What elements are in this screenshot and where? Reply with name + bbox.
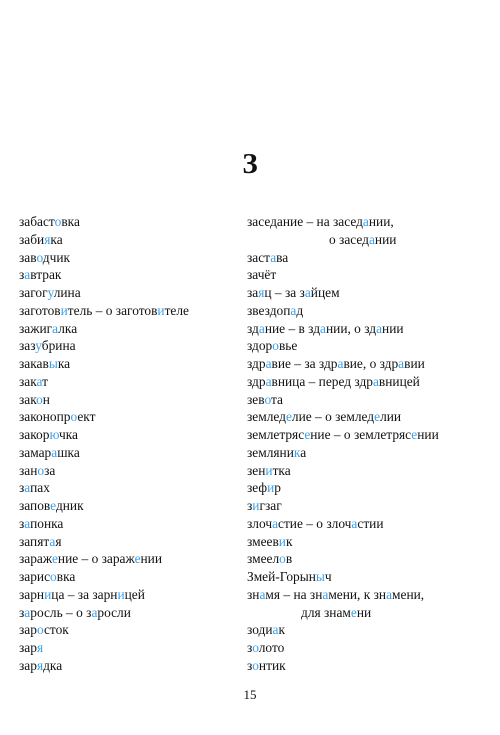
stressed-letter: а — [24, 515, 31, 531]
word-entry — [247, 639, 439, 657]
word-segment: вие – за здр — [271, 356, 338, 371]
stressed-letter: а — [398, 356, 405, 371]
word-segment: здор — [247, 338, 273, 354]
word-entry — [19, 657, 189, 675]
word-entry — [247, 621, 439, 639]
word-segment: здр — [247, 356, 266, 371]
word-segment: заз — [19, 338, 36, 354]
word-segment: зараж — [19, 551, 52, 567]
word-entry — [19, 604, 189, 622]
stressed-letter: к — [293, 444, 301, 460]
word-segment: зажиг — [19, 320, 53, 336]
word-segment: ка — [50, 231, 63, 247]
word-entry — [19, 266, 189, 284]
stressed-letter: а — [36, 373, 43, 389]
word-segment: ка — [57, 356, 71, 371]
word-segment: я — [55, 533, 62, 549]
word-entry — [19, 621, 189, 639]
word-entry — [247, 426, 439, 444]
word-segment: зев — [247, 391, 265, 407]
word-segment: дчик — [42, 249, 71, 265]
word-segment: сток — [43, 622, 69, 638]
word-segment: росли — [97, 604, 131, 620]
word-segment: звездоп — [247, 302, 291, 318]
word-segment: заст — [247, 249, 271, 265]
word-segment: здр — [247, 373, 266, 389]
stressed-letter: а — [351, 515, 358, 531]
stressed-letter: у — [47, 285, 54, 300]
word-entry — [247, 391, 439, 409]
word-segment: з — [19, 480, 25, 496]
stressed-letter: я — [36, 657, 44, 673]
word-segment: закав — [19, 356, 49, 371]
stressed-letter: о — [54, 214, 62, 229]
word-segment: дник — [55, 498, 84, 513]
word-segment: з — [19, 267, 25, 283]
word-segment: з — [247, 640, 253, 655]
stressed-letter: а — [24, 267, 31, 283]
word-segment: вка — [56, 569, 76, 584]
word-segment: понка — [30, 515, 64, 531]
section-letter-heading: З — [242, 148, 258, 180]
word-segment: втрак — [30, 267, 62, 283]
stressed-letter: о — [264, 391, 271, 407]
stressed-letter: а — [272, 515, 279, 531]
word-segment: брина — [41, 338, 76, 354]
stressed-letter: о — [279, 551, 286, 567]
stressed-letter: а — [52, 320, 59, 336]
word-entry — [19, 462, 189, 480]
word-list-right — [247, 213, 439, 675]
word-segment: зав — [19, 249, 37, 265]
word-entry — [19, 391, 189, 409]
word-segment: загог — [19, 285, 48, 300]
word-segment: нии, — [368, 214, 394, 229]
word-entry — [19, 284, 189, 302]
stressed-letter: е — [304, 427, 311, 442]
word-segment: закор — [19, 427, 50, 442]
word-segment: зар — [19, 622, 37, 638]
word-entry — [247, 533, 439, 551]
word-entry — [19, 550, 189, 568]
word-segment: вии — [404, 356, 425, 371]
word-segment: заготов — [19, 302, 61, 318]
word-segment: нии — [382, 320, 404, 336]
stressed-letter: е — [51, 551, 58, 567]
stressed-letter: а — [304, 285, 311, 300]
word-segment: лии — [380, 409, 402, 425]
stressed-letter: и — [267, 480, 275, 496]
word-entry — [19, 337, 189, 355]
word-segment: т — [42, 373, 49, 389]
word-entry — [247, 320, 439, 338]
stressed-letter: о — [37, 462, 45, 478]
word-segment: росль – о з — [30, 604, 92, 620]
word-segment: ние – о землетряс — [310, 427, 412, 442]
word-segment: запят — [19, 533, 50, 549]
word-entry — [247, 444, 439, 462]
word-segment: о засед — [329, 231, 369, 247]
word-entry — [247, 249, 439, 267]
word-segment: вницей — [378, 373, 420, 389]
stressed-letter: а — [24, 480, 31, 496]
word-segment: мени, — [392, 586, 425, 602]
word-entry — [247, 302, 439, 320]
word-segment: нии, о зд — [325, 320, 377, 336]
word-segment: ч — [324, 569, 332, 584]
stressed-letter: и — [265, 462, 273, 478]
word-segment: вка — [61, 214, 80, 229]
stressed-letter: е — [50, 498, 56, 513]
stressed-letter: я — [44, 231, 51, 247]
word-segment: ц – за з — [264, 285, 305, 300]
stressed-letter: о — [272, 338, 279, 354]
word-segment: н — [42, 391, 50, 407]
word-entry — [19, 355, 189, 373]
stressed-letter: и — [157, 302, 165, 318]
word-entry — [19, 444, 189, 462]
word-segment: гзаг — [259, 498, 282, 513]
word-entry — [19, 213, 189, 231]
word-entry — [19, 408, 189, 426]
stressed-letter: а — [49, 533, 56, 549]
stressed-letter: и — [252, 498, 260, 513]
stressed-letter: а — [290, 302, 297, 318]
word-segment: забаст — [19, 214, 55, 229]
word-segment: шка — [57, 444, 80, 460]
word-entry — [19, 320, 189, 338]
word-segment: нии — [417, 427, 439, 442]
stressed-letter: а — [337, 356, 344, 371]
word-segment: мени, к зн — [328, 586, 387, 602]
word-entry — [247, 408, 439, 426]
word-segment: змеев — [247, 533, 279, 549]
word-entry — [19, 639, 189, 657]
word-segment: д — [296, 302, 304, 318]
stressed-letter: о — [36, 249, 43, 265]
word-segment: зн — [247, 586, 260, 602]
word-entry — [19, 249, 189, 267]
word-segment: теле — [164, 302, 189, 318]
word-entry — [247, 266, 439, 284]
word-entry — [247, 515, 439, 533]
word-segment: заседание – на засед — [247, 214, 363, 229]
stressed-letter: е — [350, 604, 357, 620]
word-segment: нии — [140, 551, 163, 567]
word-segment: та — [271, 391, 283, 407]
stressed-letter: я — [36, 640, 44, 655]
word-segment: запов — [19, 498, 51, 513]
word-segment: ца – за зарн — [51, 586, 118, 602]
word-entry — [19, 373, 189, 391]
word-segment: мя – на зн — [265, 586, 323, 602]
word-segment: змеел — [247, 551, 280, 567]
word-segment: землед — [247, 409, 286, 425]
word-segment: з — [19, 604, 25, 620]
word-entry — [19, 515, 189, 533]
stressed-letter: а — [272, 622, 279, 638]
word-segment: цей — [124, 586, 145, 602]
word-segment: з — [19, 515, 25, 531]
word-segment: р — [274, 480, 281, 496]
word-list-left — [19, 213, 189, 675]
word-entry — [19, 231, 189, 249]
word-segment: злоч — [247, 515, 273, 531]
stressed-letter: е — [285, 409, 292, 425]
word-segment: пах — [30, 480, 50, 496]
word-segment: вье — [278, 338, 298, 354]
stressed-letter: е — [374, 409, 381, 425]
word-segment: для знам — [301, 604, 351, 620]
stressed-letter: а — [24, 604, 31, 620]
word-segment: законопр — [19, 409, 71, 425]
stressed-letter: и — [44, 586, 52, 602]
word-segment: в — [285, 551, 293, 567]
word-entry — [247, 462, 439, 480]
stressed-letter: а — [320, 320, 326, 336]
stressed-letter: а — [91, 604, 98, 620]
stressed-letter: ы — [315, 569, 325, 584]
word-segment: зоди — [247, 622, 273, 638]
stressed-letter: о — [70, 409, 78, 425]
stressed-letter: ю — [49, 427, 59, 442]
stressed-letter: а — [376, 320, 383, 336]
word-segment: ние – о зараж — [57, 551, 135, 567]
word-segment: лина — [53, 285, 81, 300]
word-segment: нтик — [258, 657, 286, 673]
stressed-letter: я — [258, 285, 265, 300]
word-segment: за — [44, 462, 56, 478]
stressed-letter: а — [386, 586, 393, 602]
word-segment: стие – о злоч — [278, 515, 352, 531]
word-segment: за — [247, 285, 259, 300]
stressed-letter: а — [258, 320, 265, 336]
word-segment: зарис — [19, 569, 51, 584]
stressed-letter: и — [60, 302, 68, 318]
stressed-letter: а — [51, 444, 58, 460]
word-segment: заби — [19, 231, 45, 247]
word-entry — [19, 586, 189, 604]
word-segment: зен — [247, 462, 266, 478]
word-segment: зар — [19, 657, 37, 673]
word-segment: к — [285, 533, 293, 549]
word-segment: з — [247, 657, 253, 673]
stressed-letter: е — [134, 551, 141, 567]
stressed-letter: о — [252, 657, 259, 673]
word-segment: ние – в зд — [264, 320, 321, 336]
word-segment: ект — [77, 409, 96, 425]
word-entry — [247, 373, 439, 391]
word-segment: зак — [19, 373, 37, 389]
stressed-letter: е — [411, 427, 418, 442]
stressed-letter: а — [372, 373, 379, 389]
word-entry — [247, 337, 439, 355]
word-segment: дка — [43, 657, 63, 673]
stressed-letter: а — [265, 356, 272, 371]
word-entry — [247, 604, 439, 622]
stressed-letter: о — [252, 640, 259, 655]
word-segment: ни — [356, 604, 372, 620]
word-segment: вница – перед здр — [271, 373, 373, 389]
word-entry — [247, 479, 439, 497]
word-entry — [19, 426, 189, 444]
stressed-letter: а — [362, 214, 369, 229]
word-entry — [247, 355, 439, 373]
word-entry — [247, 586, 439, 604]
word-entry — [247, 231, 439, 249]
word-segment: зд — [247, 320, 259, 336]
word-entry — [247, 657, 439, 675]
word-segment: вие, о здр — [343, 356, 399, 371]
stressed-letter: о — [36, 622, 44, 638]
word-segment: з — [247, 498, 253, 513]
word-segment: землетряс — [247, 427, 305, 442]
word-entry — [247, 213, 439, 231]
word-segment: тель – о заготов — [67, 302, 158, 318]
word-segment: йцем — [310, 285, 340, 300]
word-segment: тка — [272, 462, 291, 478]
word-entry — [19, 497, 189, 515]
word-segment: ва — [276, 249, 289, 265]
word-entry — [247, 550, 439, 568]
word-segment: к — [278, 622, 285, 638]
word-segment: нии — [374, 231, 397, 247]
page-number: 15 — [243, 687, 257, 702]
stressed-letter: о — [50, 569, 57, 584]
word-segment: лка — [58, 320, 78, 336]
stressed-letter: и — [117, 586, 125, 602]
word-entry — [247, 568, 439, 586]
word-entry — [19, 533, 189, 551]
stressed-letter: ы — [48, 356, 58, 371]
word-segment: зарн — [19, 586, 45, 602]
word-segment: лото — [258, 640, 285, 655]
stressed-letter: а — [265, 373, 272, 389]
word-segment: зар — [19, 640, 37, 655]
stressed-letter: а — [368, 231, 375, 247]
word-segment: зеф — [247, 480, 268, 496]
word-entry — [19, 568, 189, 586]
word-segment: Змей-Горын — [247, 569, 316, 584]
word-entry — [19, 302, 189, 320]
stressed-letter: о — [36, 391, 43, 407]
stressed-letter: а — [270, 249, 277, 265]
stressed-letter: у — [35, 338, 42, 354]
word-entry — [19, 479, 189, 497]
word-segment: зачёт — [247, 267, 277, 283]
word-entry — [247, 284, 439, 302]
stressed-letter: а — [322, 586, 329, 602]
word-segment: земляни — [247, 444, 294, 460]
word-segment: стии — [357, 515, 384, 531]
word-entry — [247, 497, 439, 515]
word-segment: лие – о землед — [291, 409, 375, 425]
word-segment: зан — [19, 462, 38, 478]
word-segment: чка — [58, 427, 78, 442]
stressed-letter: и — [278, 533, 286, 549]
word-segment: зак — [19, 391, 37, 407]
word-segment: замар — [19, 444, 52, 460]
stressed-letter: а — [259, 586, 266, 602]
word-segment: а — [300, 444, 307, 460]
